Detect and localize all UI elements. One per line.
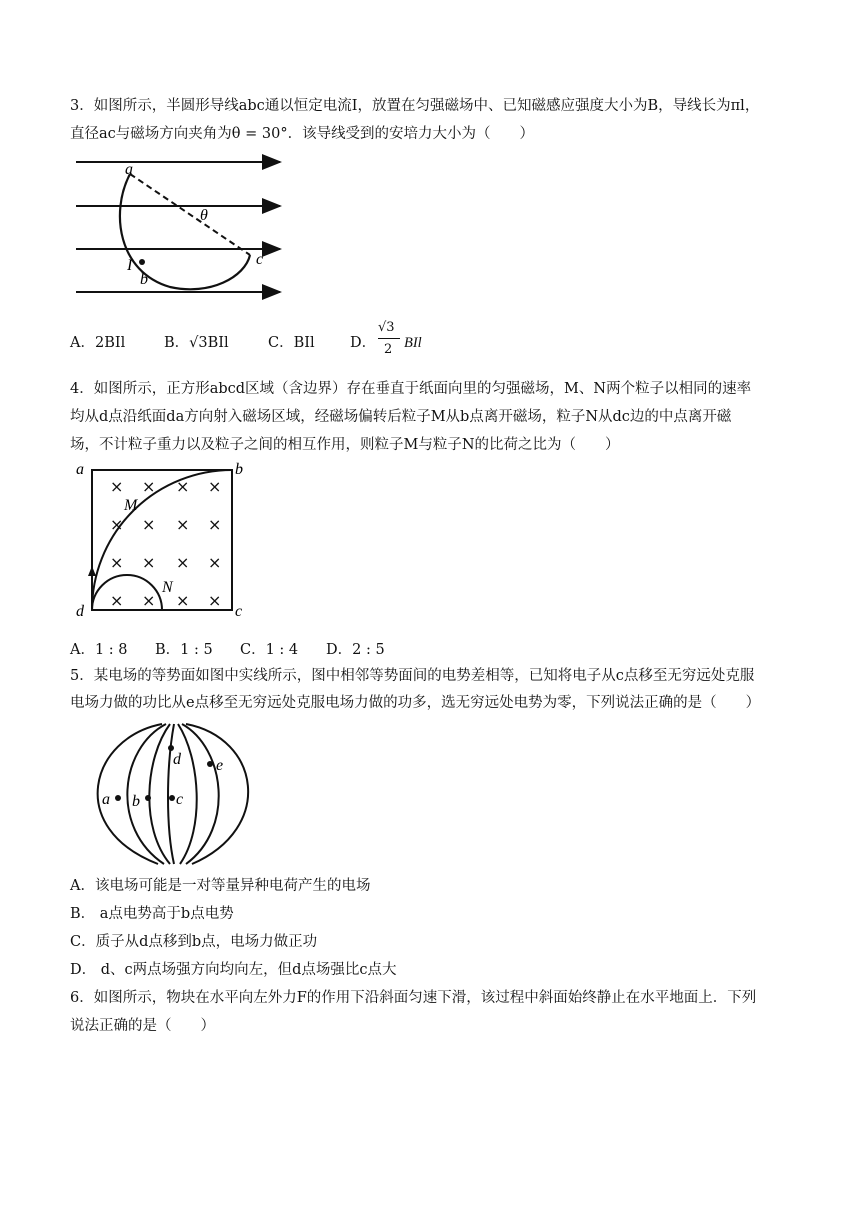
q3-figure (70, 152, 290, 302)
q3-option-a: A．2BIl (70, 335, 126, 351)
q3-label-b: b (140, 271, 148, 288)
q5-label-e: e (216, 757, 224, 774)
svg-text:×: × (142, 515, 156, 534)
svg-text:×: × (176, 591, 190, 610)
diameter-dashed (130, 174, 250, 255)
q5-label-b: b (132, 793, 140, 810)
svg-text:×: × (110, 477, 124, 496)
q4-label-M: M (124, 497, 138, 514)
svg-text:×: × (176, 477, 190, 496)
q3-option-d-denominator: 2 (384, 342, 393, 357)
svg-text:×: × (208, 515, 222, 534)
q5-stem-line1: 5．某电场的等势面如图中实线所示，图中相邻等势面间的电势差相等，已知将电子从c点移至无穷远处克服 (70, 668, 755, 684)
q3-option-b: B．√3BIl (164, 335, 229, 351)
q4-label-b: b (235, 461, 243, 478)
q5-figure (70, 718, 270, 868)
q4-option-a: A．1 : 8 (70, 642, 128, 658)
svg-text:×: × (208, 591, 222, 610)
q4-stem-line2: 均从d点沿纸面da方向射入磁场区域，经磁场偏转后粒子M从b点离开磁场，粒子N从dc边的中点离开磁 (70, 409, 732, 425)
q3-option-d-suffix: BIl (404, 335, 422, 351)
svg-text:×: × (142, 591, 156, 610)
q3-option-c: C．BIl (268, 335, 315, 351)
q5-label-c: c (176, 791, 184, 808)
svg-text:×: × (142, 477, 156, 496)
q5-label-a: a (102, 791, 110, 808)
svg-text:×: × (176, 553, 190, 572)
q5-option-c: C．质子从d点移到b点，电场力做正功 (70, 934, 318, 950)
q4-label-N: N (162, 579, 173, 596)
svg-text:×: × (110, 515, 124, 534)
q5-label-d: d (173, 751, 181, 768)
svg-text:×: × (110, 553, 124, 572)
q4-label-c: c (235, 603, 243, 620)
svg-text:×: × (142, 553, 156, 572)
q4-option-d: D．2 : 5 (326, 642, 385, 658)
q3-stem-line2: 直径ac与磁场方向夹角为θ = 30°．该导线受到的安培力大小为（ ） (70, 126, 535, 142)
q4-option-c: C．1 : 4 (240, 642, 299, 658)
q4-label-a: a (76, 461, 84, 478)
svg-text:×: × (176, 515, 190, 534)
q4-option-b: B．1 : 5 (155, 642, 213, 658)
q6-stem-line1: 6．如图所示，物块在水平向左外力F的作用下沿斜面匀速下滑，该过程中斜面始终静止在水平地面上．下列 (70, 990, 757, 1006)
q3-option-d-prefix: D． (350, 335, 377, 351)
q5-option-d: D． d、c两点场强方向均向左，但d点场强比c点大 (70, 962, 397, 978)
q3-option-d-numerator: √3 (378, 320, 395, 335)
q4-stem-line3: 场，不计粒子重力以及粒子之间的相互作用，则粒子M与粒子N的比荷之比为（ ） (70, 437, 620, 453)
q6-stem-line2: 说法正确的是（ ） (70, 1018, 215, 1034)
q4-stem-line1: 4．如图所示，正方形abcd区域（含边界）存在垂直于纸面向里的匀强磁场，M、N两个粒子以相同的速率 (70, 381, 752, 397)
svg-text:×: × (208, 477, 222, 496)
q5-option-a: A．该电场可能是一对等量异种电荷产生的电场 (70, 878, 371, 894)
velocity-arrow (88, 566, 96, 576)
q3-label-a: a (125, 161, 133, 178)
q5-stem-line2: 电场力做的功比从e点移至无穷远处克服电场力做的功多，选无穷远处电势为零，下列说法正确的是（ ） (70, 695, 761, 711)
q3-stem-line1: 3．如图所示，半圆形导线abc通以恒定电流I，放置在匀强磁场中、已知磁感应强度大小为B，导线长为πl， (70, 98, 760, 114)
q4-label-d: d (76, 603, 84, 620)
q3-label-c: c (256, 251, 264, 268)
q3-label-I: I (127, 257, 133, 274)
q3-label-theta: θ (200, 207, 208, 224)
q5-option-b: B． a点电势高于b点电势 (70, 906, 234, 922)
q3-option-d-fraction-bar (378, 338, 400, 339)
q4-figure (70, 460, 250, 620)
svg-text:×: × (208, 553, 222, 572)
svg-text:×: × (110, 591, 124, 610)
